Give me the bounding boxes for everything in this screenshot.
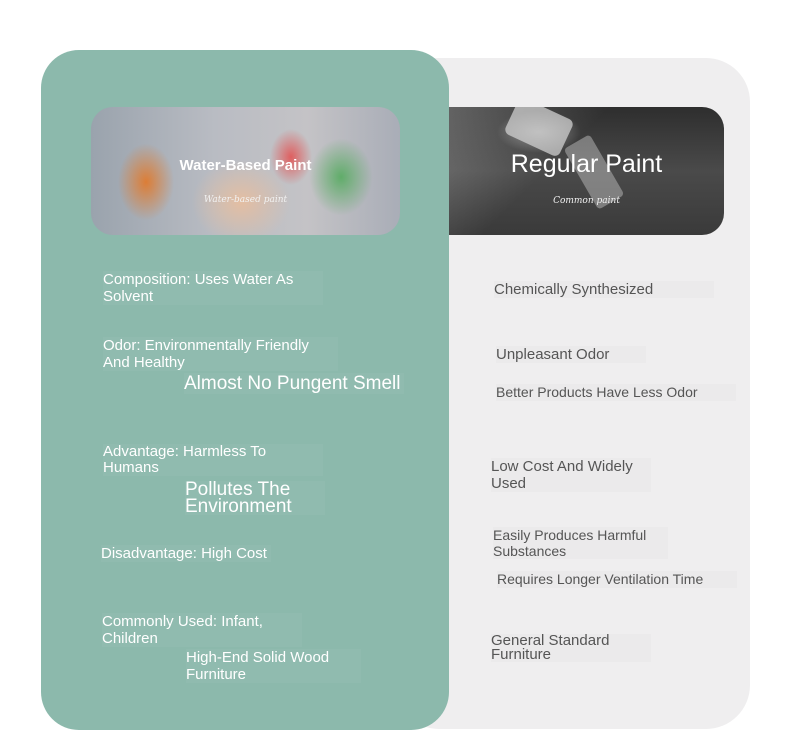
odor-item: Odor: Environmentally Friendly And Healthy <box>103 337 338 371</box>
ventilation-item: Requires Longer Ventilation Time <box>497 571 704 587</box>
water-based-paint-title: Water-Based Paint <box>179 157 312 174</box>
regular-paint-subtitle: Common paint <box>553 196 620 206</box>
unpleasant-odor-item: Unpleasant Odor <box>496 346 610 363</box>
regular-paint-photo <box>449 107 724 235</box>
commonly-used-detail-item: High-End Solid Wood Furniture <box>186 649 361 683</box>
less-odor-item: Better Products Have Less Odor <box>496 384 698 400</box>
harmful-substances-item: Easily Produces Harmful Substances <box>493 527 647 559</box>
advantage-detail-item: Pollutes The Environment <box>185 481 325 515</box>
disadvantage-item: Disadvantage: High Cost <box>101 545 271 562</box>
chemically-synthesized-item: Chemically Synthesized <box>494 281 654 298</box>
standard-furniture-item: General Standard Furniture <box>491 632 610 663</box>
water-based-paint-subtitle: Water-based paint <box>203 195 288 205</box>
low-cost-item: Low Cost And Widely Used <box>491 458 633 492</box>
commonly-used-item: Commonly Used: Infant, Children <box>102 613 302 647</box>
water-based-paint-photo <box>91 107 400 235</box>
regular-paint-title: Regular Paint <box>510 150 663 178</box>
odor-detail-item: Almost No Pungent Smell <box>184 373 404 394</box>
composition-item: Composition: Uses Water As Solvent <box>103 271 323 305</box>
advantage-item: Advantage: Harmless To Humans <box>103 444 323 476</box>
